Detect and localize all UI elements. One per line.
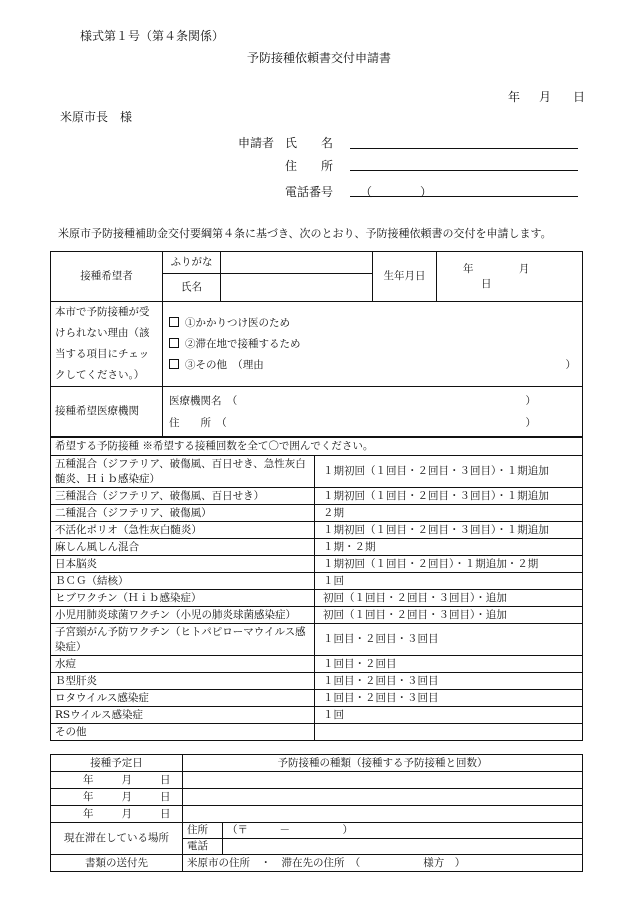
send-label: 書類の送付先 xyxy=(51,855,183,872)
name-label: 氏名 xyxy=(163,274,221,302)
clinic-name-label: 医療機関名 （ xyxy=(169,394,238,407)
vaccine-name: ＢＣＧ（結核） xyxy=(51,573,315,590)
applicant-address-line[interactable] xyxy=(350,170,578,171)
vaccine-doses[interactable]: ２期 xyxy=(315,505,583,522)
vaccine-doses[interactable]: １期初回（１回目・２回目・３回目）・１期追加 xyxy=(315,488,583,505)
applicant-name-line[interactable] xyxy=(350,148,578,149)
vaccine-row xyxy=(51,556,583,573)
vaccine-name: ロタウイルス感染症 xyxy=(51,690,315,707)
applicant-phone-paren: （ ） xyxy=(360,185,433,199)
applicant-label: 申請者 xyxy=(238,136,275,150)
applicant-name-label: 氏 名 xyxy=(285,136,334,150)
schedule-date-3[interactable]: 年 月 日 xyxy=(51,806,183,823)
vaccine-doses[interactable]: １回目・２回目・３回目 xyxy=(315,624,583,656)
schedule-table xyxy=(50,754,583,872)
vaccine-doses[interactable]: １期初回（１回目・２回目・３回目）・１期追加 xyxy=(315,456,583,488)
vaccine-row xyxy=(51,724,583,741)
vaccine-name: 五種混合（ジフテリア、破傷風、百日せき、急性灰白髄炎、Ｈｉｂ感染症） xyxy=(51,456,315,488)
vaccine-row xyxy=(51,607,583,624)
schedule-date-1[interactable]: 年 月 日 xyxy=(51,772,183,789)
schedule-type-header: 予防接種の種類（接種する予防接種と回数） xyxy=(183,755,583,772)
stay-label: 現在滞在している場所 xyxy=(51,823,183,855)
vaccine-name: 日本脳炎 xyxy=(51,556,315,573)
applicant-phone-line[interactable] xyxy=(350,196,578,197)
vaccine-name: 水痘 xyxy=(51,656,315,673)
intro-text: 米原市予防接種補助金交付要綱第４条に基づき、次のとおり、予防接種依頼書の交付を申請します。 xyxy=(58,227,552,240)
vaccine-doses[interactable] xyxy=(315,724,583,741)
reason-option-3[interactable]: ③その他 （理由 ） xyxy=(169,355,578,376)
vaccine-doses[interactable]: 初回（１回目・２回目・３回目）・追加 xyxy=(315,590,583,607)
vaccine-name: その他 xyxy=(51,724,315,741)
date-day: 日 xyxy=(573,90,586,104)
dob-field[interactable]: 年 月 日 xyxy=(437,252,583,302)
furigana-field[interactable] xyxy=(221,252,373,274)
furigana-label: ふりがな xyxy=(163,252,221,274)
vaccine-name: 子宮頸がん予防ワクチン（ヒトパピローマウイルス感染症） xyxy=(51,624,315,656)
name-field[interactable] xyxy=(221,274,373,302)
checkbox-icon[interactable] xyxy=(169,338,179,348)
date-year: 年 xyxy=(508,90,521,104)
schedule-type-2[interactable] xyxy=(183,789,583,806)
vaccine-row xyxy=(51,624,583,656)
vaccine-row xyxy=(51,590,583,607)
schedule-date-header: 接種予定日 xyxy=(51,755,183,772)
vaccine-row xyxy=(51,573,583,590)
reason-option-2[interactable]: ②滞在地で接種するため xyxy=(169,334,578,355)
vaccine-doses[interactable]: １期初回（１回目・２回目・３回目）・１期追加 xyxy=(315,522,583,539)
stay-address-label: 住所 xyxy=(183,823,223,839)
vaccine-row xyxy=(51,656,583,673)
vaccine-doses[interactable]: １回目・２回目・３回目 xyxy=(315,690,583,707)
vaccine-doses[interactable]: １期初回（１回目・２回目）・１期追加・２期 xyxy=(315,556,583,573)
vaccine-row xyxy=(51,456,583,488)
clinic-fields[interactable]: 医療機関名 （ ） 住 所 （ ） xyxy=(163,387,583,437)
clinic-label: 接種希望医療機関 xyxy=(51,387,163,437)
date-month: 月 xyxy=(539,90,552,104)
vaccine-name: 二種混合（ジフテリア、破傷風） xyxy=(51,505,315,522)
vaccine-row xyxy=(51,707,583,724)
schedule-type-1[interactable] xyxy=(183,772,583,789)
vaccine-name: ヒブワクチン（Ｈｉｂ感染症） xyxy=(51,590,315,607)
schedule-date-2[interactable]: 年 月 日 xyxy=(51,789,183,806)
vaccine-name: 不活化ポリオ（急性灰白髄炎） xyxy=(51,522,315,539)
clinic-address-label: 住 所 （ xyxy=(169,416,227,429)
reason-option-1[interactable]: ①かかりつけ医のため xyxy=(169,313,578,334)
vaccine-header: 希望する予防接種 ※希望する接種回数を全て〇で囲んでください。 xyxy=(51,438,583,456)
vaccine-name: RSウイルス感染症 xyxy=(51,707,315,724)
send-field[interactable]: 米原市の住所 ・ 滞在先の住所 （ 様方 ） xyxy=(183,855,583,872)
vaccine-doses[interactable]: １回目・２回目 xyxy=(315,656,583,673)
vaccine-name: 麻しん風しん混合 xyxy=(51,539,315,556)
vaccine-name: 三種混合（ジフテリア、破傷風、百日せき） xyxy=(51,488,315,505)
stay-address-field[interactable]: （〒 － ） xyxy=(223,823,583,839)
checkbox-icon[interactable] xyxy=(169,317,179,327)
reason-label: 本市で予防接種が受けられない理由（該当する項目にチェックしてください。） xyxy=(51,302,163,387)
stay-phone-label: 電話 xyxy=(183,839,223,855)
stay-phone-field[interactable] xyxy=(223,839,583,855)
vaccine-row xyxy=(51,505,583,522)
vaccine-row xyxy=(51,673,583,690)
schedule-type-3[interactable] xyxy=(183,806,583,823)
vaccine-doses[interactable]: １回目・２回目・３回目 xyxy=(315,673,583,690)
dob-label: 生年月日 xyxy=(373,252,437,302)
applicant-address-label: 住 所 xyxy=(285,159,334,173)
applicant-phone-label: 電話番号 xyxy=(285,185,334,199)
vaccine-table xyxy=(50,437,583,741)
vaccine-name: Ｂ型肝炎 xyxy=(51,673,315,690)
vaccine-row xyxy=(51,690,583,707)
form-number: 様式第１号（第４条関係） xyxy=(80,29,225,43)
vaccine-doses[interactable]: １回 xyxy=(315,573,583,590)
checkbox-icon[interactable] xyxy=(169,359,179,369)
vaccine-doses[interactable]: １期・２期 xyxy=(315,539,583,556)
recipient-label: 接種希望者 xyxy=(51,252,163,302)
recipient-table xyxy=(50,251,583,437)
vaccine-name: 小児用肺炎球菌ワクチン（小児の肺炎球菌感染症） xyxy=(51,607,315,624)
vaccine-row xyxy=(51,488,583,505)
addressee: 米原市長 様 xyxy=(60,110,133,124)
vaccine-doses[interactable]: 初回（１回目・２回目・３回目）・追加 xyxy=(315,607,583,624)
vaccine-doses[interactable]: １回 xyxy=(315,707,583,724)
reason-options xyxy=(163,302,583,387)
vaccine-row xyxy=(51,522,583,539)
vaccine-row xyxy=(51,539,583,556)
form-title: 予防接種依頼書交付申請書 xyxy=(247,51,392,65)
